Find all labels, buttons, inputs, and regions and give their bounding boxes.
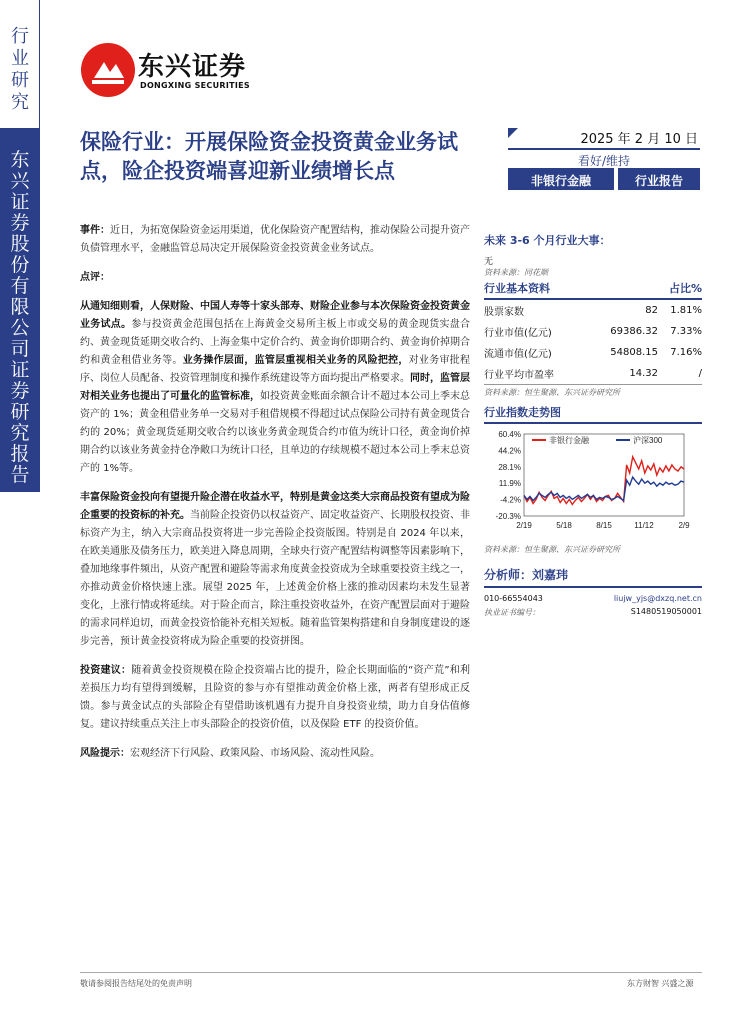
sector-badge: 非银行金融 [508, 168, 614, 190]
p3-text: 随着黄金投资规模在险企投资端占比的提升，险企长期面临的“资产荒”和利差损压力均有望得到缓解，且险资的参与亦有望推动黄金价格上涨，两者有望形成正反馈。参与黄金试点的头部险企有望借助该机遇有力提升自身投资业绩，助力自身估值修复。建议持续重点关注上市头部险企的投资价值，以及保险 ETF 的投资价值。 [80, 665, 471, 730]
analyst-block [484, 566, 702, 618]
legend-label-1: 沪深300 [633, 436, 663, 445]
logo-cn-text: 东兴证券 [138, 52, 247, 82]
report-category-label: 行业研究 [11, 26, 29, 113]
table-row [484, 363, 702, 384]
p1-bold: 从通知细则看，人保财险、中国人寿等十家头部寿、财险企业参与本次保险资金投资黄金业务试点。 [80, 301, 470, 330]
chart-source: 资料来源：恒生聚源、东兴证券研究所 [484, 545, 620, 554]
table-cell-pct: 7.16% [670, 347, 702, 358]
rating: 看好/维持 [508, 148, 700, 168]
chart-title: 行业指数走势图 [484, 406, 561, 419]
table-cell-label: 流通市值(亿元) [484, 349, 552, 360]
analyst-email[interactable]: liujw_yjs@dxzq.net.cn [613, 594, 702, 603]
y-tick-label: -20.3% [495, 512, 521, 521]
table-cell-value: 82 [645, 305, 658, 316]
basic-table [484, 300, 702, 384]
paragraph-2 [80, 489, 470, 651]
event-label: 事件： [80, 225, 110, 236]
company-vertical-label: 东兴证券股份有限公司证券研究报告 [10, 149, 30, 486]
basic-source: 资料来源：恒生聚源、东兴证券研究所 [484, 388, 620, 397]
report-type-badge: 行业报告 [618, 168, 700, 190]
report-title: 保险行业：开展保险资金投资黄金业务试点，险企投资端喜迎新业绩增长点 [80, 130, 458, 183]
x-tick-label: 5/18 [556, 521, 572, 530]
table-cell-label: 行业市值(亿元) [484, 328, 552, 339]
footer-disclaimer: 敬请参阅报告结尾处的免责声明 [80, 979, 192, 988]
p2-bold: 丰富保险资金投向有望提升险企潜在收益水平，特别是黄金这类大宗商品投资有望成为险企重要的投资标的补充。 [80, 492, 470, 521]
table-row [484, 300, 702, 321]
p1-text2: 对业务审批程序、岗位人员配备、投资管理制度和操作系统建设等方面均提出严格要求。 [80, 355, 471, 384]
company-logo [80, 42, 280, 97]
event-paragraph [80, 222, 470, 258]
report-body [80, 222, 470, 766]
events-value: 无 [484, 257, 494, 267]
corner-triangle-icon [508, 128, 518, 138]
table-cell-pct: 1.81% [670, 305, 702, 316]
footer-slogan: 东方财智 兴盛之源 [627, 979, 694, 988]
table-row [484, 342, 702, 363]
y-tick-label: 44.2% [498, 446, 521, 456]
p1-bold3: 同时，监管层对相关业务也提出了可量化的监管标准， [80, 373, 470, 402]
investment-advice [80, 662, 470, 734]
x-tick-label: 2/9 [678, 521, 690, 530]
logo-en-text: DONGXING SECURITIES [140, 81, 250, 90]
x-tick-label: 8/15 [596, 521, 612, 530]
logo-mark-icon [80, 42, 136, 98]
cert-no: S1480519050001 [630, 607, 702, 616]
analyst-phone: 010-66554043 [484, 594, 543, 603]
table-cell-pct: 7.33% [670, 326, 702, 337]
index-chart-svg [484, 420, 702, 540]
x-tick-label: 2/19 [516, 521, 532, 530]
events-title: 未来 3-6 个月行业大事： [484, 234, 611, 247]
report-date: 2025 年 2 月 10 日 [580, 132, 698, 147]
p1-text: 参与投资黄金范围包括在上海黄金交易所主板上市或交易的黄金现货实盘合约、黄金现货延期交收合约、上海金集中定价合约、黄金询价即期合约、黄金询价掉期合约和黄金租借业务等。 [80, 319, 471, 366]
p4-label: 风险提示： [80, 748, 130, 759]
right-column [484, 222, 702, 424]
basic-title: 行业基本资料 [484, 282, 550, 295]
sidebar-bar [0, 128, 40, 492]
basic-col3-header: 占比% [668, 282, 702, 295]
events-source: 资料来源：同花顺 [484, 268, 548, 277]
p4-text: 宏观经济下行风险、政策风险、市场风险、流动性风险。 [130, 748, 380, 759]
event-text: 近日，为拓宽保险资金运用渠道，优化保险资产配置结构，推动保险公司提升资产负债管理水平，金融监管总局决定开展保险资金投资黄金业务试点。 [80, 225, 470, 254]
table-cell-label: 行业平均市盈率 [484, 370, 554, 381]
sidebar-top [0, 0, 40, 128]
table-cell-pct: / [698, 368, 702, 379]
y-tick-label: 28.1% [498, 462, 521, 472]
y-tick-label: -4.2% [500, 495, 521, 505]
y-tick-label: 11.9% [498, 479, 521, 489]
table-cell-value: 69386.32 [610, 326, 658, 337]
analyst-contact [484, 594, 702, 603]
comment-heading [80, 269, 470, 287]
p2-text: 当前险企投资仍以权益资产、固定收益资产、长期股权投资、非标资产为主，纳入大宗商品投资将进一步完善险企投资版图。特别是自 2024 年以来，在欧美通胀及债务压力，欧美进入降息周期，全球央行资产配置结构调整等因素影响下，叠加地缘事件频出，从资产配置和避险等需求角度黄金投资成为全球重要投资主线之一，亦推动黄金价格快速上涨。展望 2025 年，上述黄金价格上涨的推动因素均未发生显著变化，上涨行情或将延续。对于险企而言，除注重投资收益外，在资产配置层面对于避险的需求同样迫切，而黄金投资恰能补充相关短板。随着监管架构搭建和自身制度建设的逐步完善，预计黄金投资将成为险企重要的投资拼图。 [80, 510, 470, 647]
paragraph-1 [80, 298, 470, 478]
index-chart [484, 420, 702, 540]
table-cell-value: 54808.15 [610, 347, 658, 358]
chart-frame [524, 434, 684, 516]
risk-warning [80, 745, 470, 763]
basic-header [484, 280, 702, 296]
cert-label: 执业证书编号： [484, 608, 540, 617]
table-cell-label: 股票家数 [484, 307, 524, 318]
table-row [484, 321, 702, 342]
comment-label: 点评： [80, 272, 110, 283]
footer-divider [80, 972, 702, 973]
analyst-cert [484, 607, 702, 618]
analyst-title: 分析师：刘嘉玮 [484, 568, 569, 582]
y-tick-label: 60.4% [498, 430, 521, 439]
p1-bold2: 业务操作层面，监管层重视相关业务的风险把控， [182, 355, 409, 366]
table-cell-value: 14.32 [629, 368, 658, 379]
legend-label-0: 非银行金融 [549, 436, 589, 445]
x-tick-label: 11/12 [634, 521, 654, 530]
p3-label: 投资建议： [80, 665, 132, 676]
p1-text3: 如投资黄金账面余额合计不超过本公司上季末总资产的 1%；黄金租借业务单一交易对手租借规模不得超过试点保险公司持有黄金现货合约的 20%；黄金现货延期交收合约以该业务黄金现货合约市值为统计口径，黄金询价掉期合约以该业务黄金持仓净敞口为统计口径，且单边的存续规模不超过本公司上季末总资产的 1%等。 [80, 391, 470, 474]
